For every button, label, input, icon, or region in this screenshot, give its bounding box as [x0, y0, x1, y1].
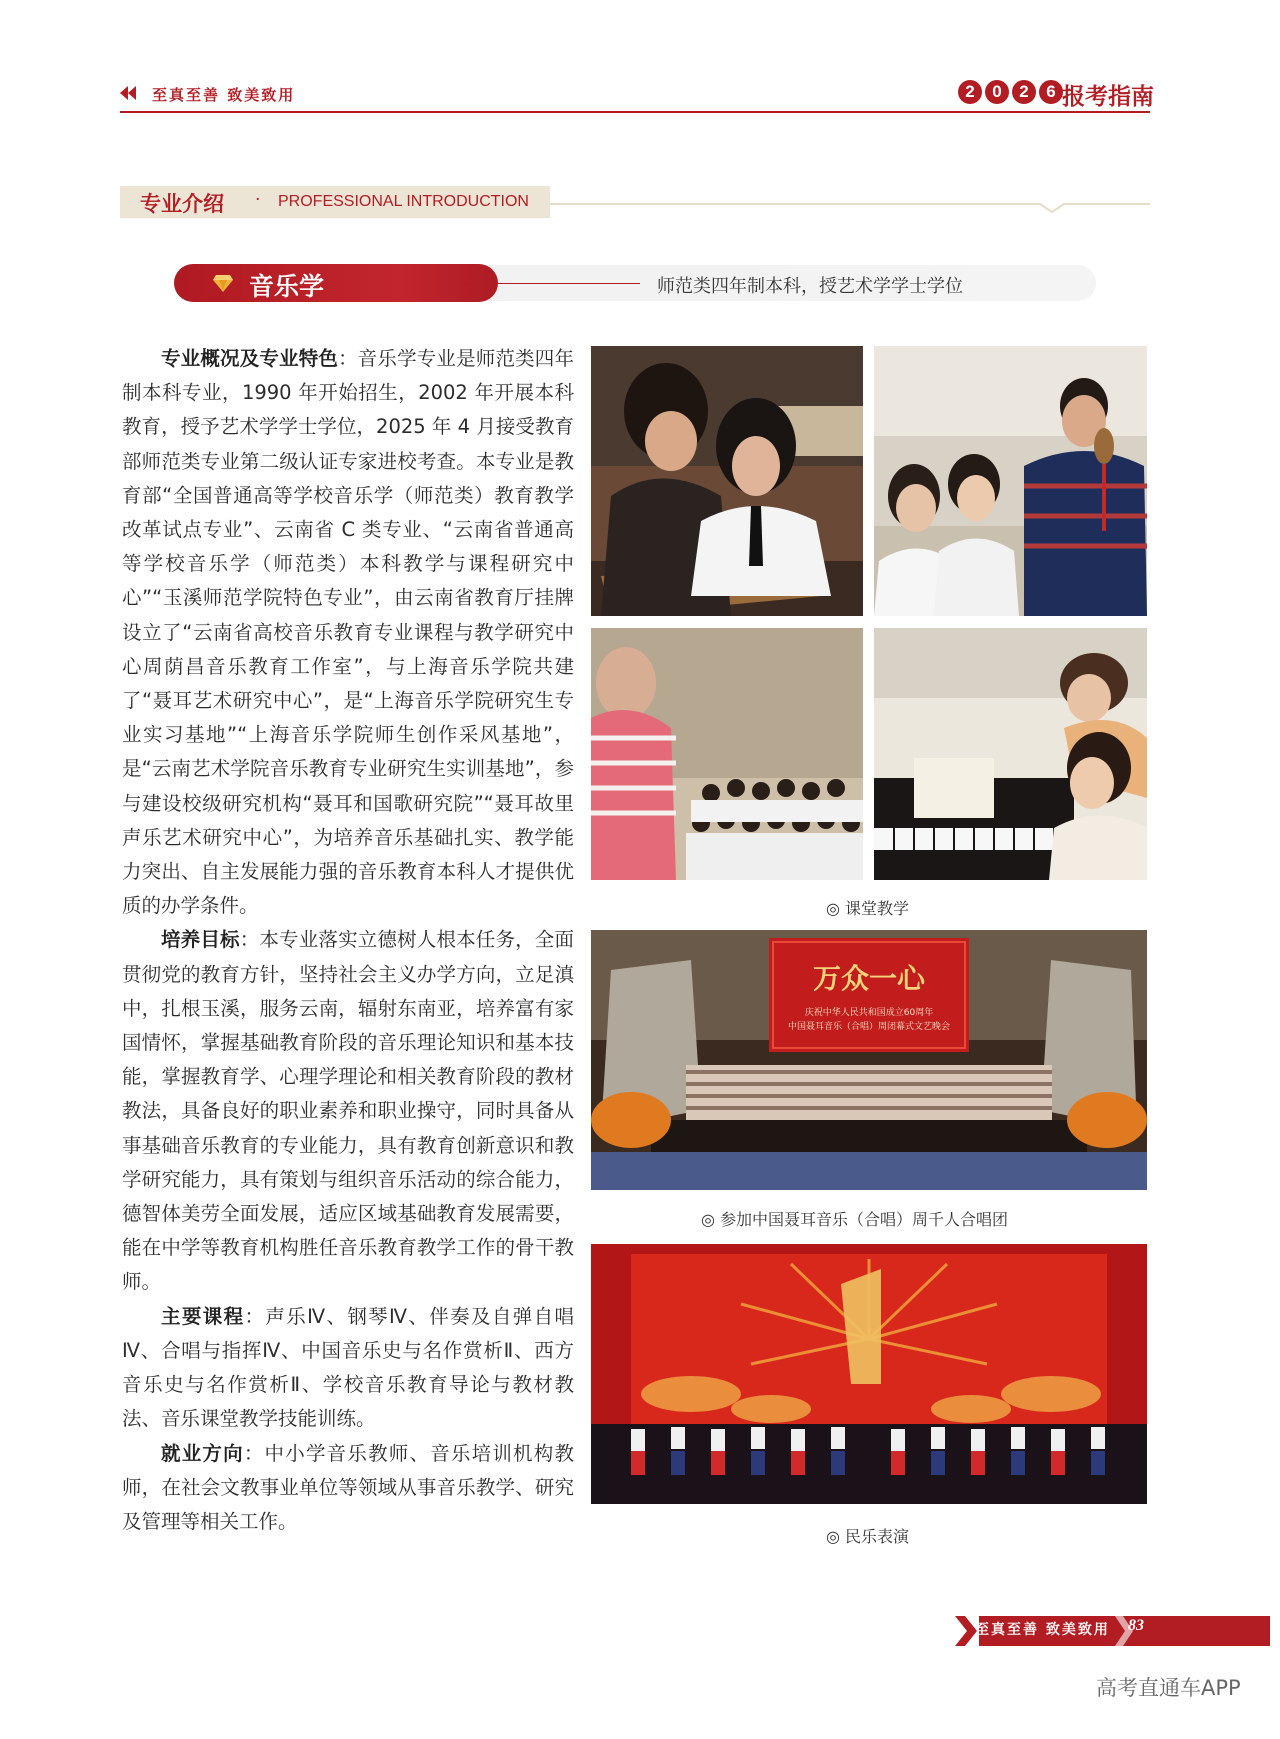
major-title-line — [460, 283, 640, 284]
gem-icon — [212, 272, 234, 294]
stage-banner-title: 万众一心 — [812, 962, 926, 995]
header-guide-title: 报考指南 — [1062, 84, 1154, 110]
photo-piano-lesson — [874, 628, 1147, 880]
photo-hulusi-class — [874, 346, 1147, 616]
header-motto: 至真至善 致美致用 — [152, 86, 296, 104]
major-introduction-text — [122, 342, 574, 1539]
stage-banner-subtitle-1: 庆祝中华人民共和国成立60周年 — [804, 1008, 934, 1018]
year-digit: 0 — [985, 80, 1009, 104]
header-year — [958, 80, 1063, 104]
paragraph-overview — [122, 342, 574, 923]
photo-choir-conducting — [591, 628, 863, 880]
paragraph-body: ：声乐Ⅳ、钢琴Ⅳ、伴奏及自弹自唱Ⅳ、合唱与指挥Ⅳ、中国音乐史与名作赏析Ⅱ、西方音乐史与名作赏析Ⅱ、学校音乐教育导论与教材教法、音乐课堂教学技能训练。 — [122, 1304, 574, 1431]
paragraph-heading: 主要课程 — [161, 1304, 245, 1328]
major-description: 师范类四年制本科，授艺术学学士学位 — [657, 276, 963, 297]
page-number: 83 — [1128, 1617, 1144, 1634]
major-name: 音乐学 — [249, 272, 325, 301]
year-digit: 2 — [958, 80, 982, 104]
caption-folk: ◎ 民乐表演 — [826, 1527, 910, 1546]
double-chevron-left-icon — [120, 86, 136, 100]
paragraph-courses — [122, 1300, 574, 1437]
year-digit: 2 — [1012, 80, 1036, 104]
section-decorative-line — [550, 192, 1150, 216]
paragraph-body: ：音乐学专业是师范类四年制本科专业，1990 年开始招生，2002 年开展本科教育，授予艺术学学士学位，2025 年 4 月接受教育部师范类专业第二级认证专家进校考查。本专业是教育部“全国普通高等学校音乐学（师范类）教育教学改革试点专业”、云南省 C 类专业、“云南省普通高等学校音乐学（师范类）本科教学与课程研究中心”“玉溪师范学院特色专业”，由云南省教育厅挂牌设立了“云南省高校音乐教育专业课程与教学研究中心周荫昌音乐教育工作室”，与上海音乐学院共建了“聂耳艺术研究中心”，是“上海音乐学院研究生专业实习基地”“上海音乐学院师生创作采风基地”，是“云南艺术学院音乐教育专业研究生实训基地”，参与建设校级研究机构“聂耳和国歌研究院”“聂耳故里声乐艺术研究中心”，为培养音乐基础扎实、教学能力突出、自主发展能力强的音乐教育本科人才提供优质的办学条件。 — [122, 347, 574, 918]
stage-banner-subtitle-2: 中国聂耳音乐（合唱）周闭幕式文艺晚会 — [787, 1022, 951, 1032]
photo-folk-performance — [591, 1244, 1147, 1504]
paragraph-heading: 就业方向 — [161, 1441, 244, 1465]
paragraph-heading: 培养目标 — [161, 928, 240, 952]
paragraph-body: ：中小学音乐教师、音乐培训机构教师，在社会文教事业单位等领域从事音乐教学、研究及管理等相关工作。 — [122, 1441, 574, 1533]
header-divider — [120, 111, 1150, 113]
caption-choir: ◎ 参加中国聂耳音乐（合唱）周千人合唱团 — [701, 1210, 1009, 1229]
paragraph-body: ：本专业落实立德树人根本任务，全面贯彻党的教育方针，坚持社会主义办学方向，立足滇中，扎根玉溪，服务云南，辐射东南亚，培养富有家国情怀，掌握基础教育阶段的音乐理论知识和基本技能，掌握教育学、心理学理论和相关教育阶段的教材教法，具备良好的职业素养和职业操守，同时具备从事基础音乐教育的专业能力，具有教育创新意识和教学研究能力，具有策划与组织音乐活动的综合能力，德智体美劳全面发展，适应区域基础教育发展需要，能在中学等教育机构胜任音乐教育教学工作的骨干教师。 — [122, 928, 574, 1294]
caption-classroom: ◎ 课堂教学 — [826, 899, 910, 918]
section-title-cn: 专业介绍 — [140, 192, 224, 216]
paragraph-heading: 专业概况及专业特色 — [161, 347, 339, 370]
photo-guzheng-lesson — [591, 346, 863, 616]
year-digit: 6 — [1039, 80, 1063, 104]
section-title-separator: · — [255, 190, 261, 210]
footer-motto: 至真至善 致美致用 — [975, 1622, 1110, 1638]
section-title-en: PROFESSIONAL INTRODUCTION — [278, 193, 529, 210]
paragraph-objectives — [122, 923, 574, 1299]
watermark-text: 高考直通车APP — [1096, 1676, 1241, 1700]
photo-grand-choir — [591, 930, 1147, 1190]
paragraph-careers — [122, 1437, 574, 1540]
